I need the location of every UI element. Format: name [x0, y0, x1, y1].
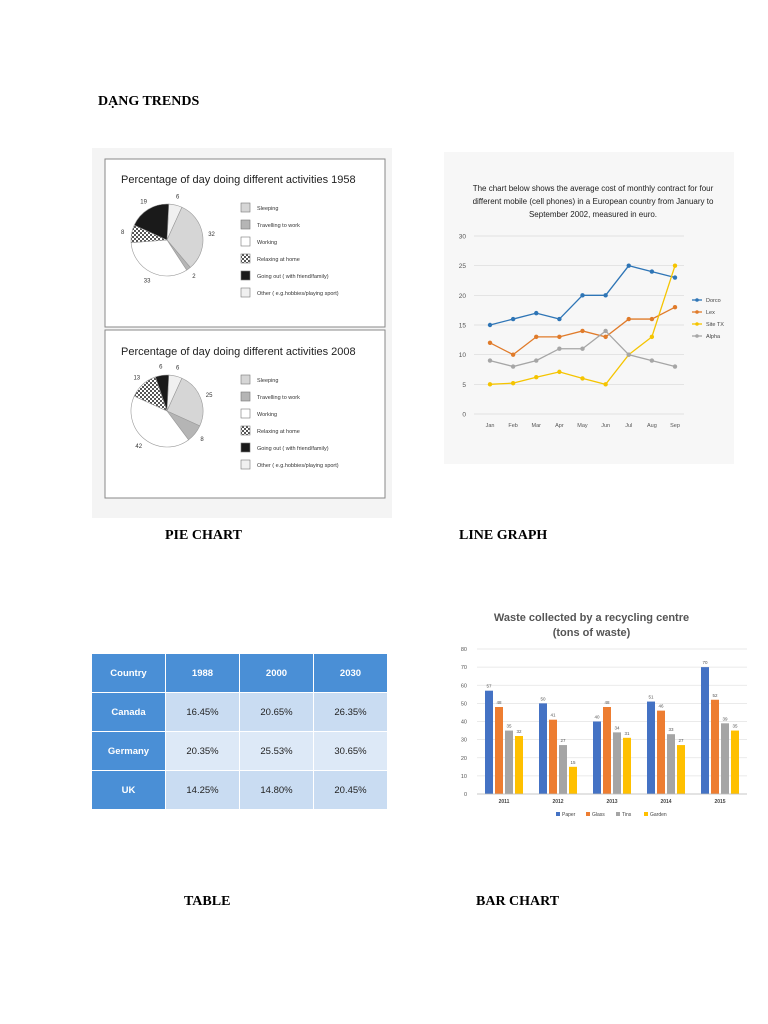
line-y-tick-label: 10 [458, 352, 466, 360]
line-point [488, 382, 492, 386]
bar [701, 667, 709, 794]
bar-chart-svg [450, 606, 755, 824]
bar [485, 691, 493, 794]
line-point [557, 370, 561, 374]
line-point [557, 347, 561, 351]
line-y-tick-label: 20 [458, 292, 466, 300]
bar-y-tick-label: 30 [460, 737, 467, 744]
pie-legend-swatch [241, 426, 250, 435]
pie-slice-label: 2 [192, 274, 196, 281]
bar [657, 711, 665, 794]
line-x-tick-label: Jun [601, 423, 611, 429]
line-point [557, 317, 561, 321]
bar-data-label: 35 [732, 723, 738, 729]
line-point [673, 263, 677, 267]
caption-line-graph: LINE GRAPH [459, 528, 548, 543]
line-point [580, 329, 584, 333]
bar-data-label: 57 [486, 683, 492, 689]
line-legend-marker [695, 310, 699, 314]
table-header-cell: 1988 [166, 654, 240, 693]
bar [549, 720, 557, 794]
bar-y-tick-label: 10 [460, 773, 467, 780]
table-row [92, 693, 388, 732]
pie-legend-swatch [241, 443, 250, 452]
pie-slice-label: 8 [121, 230, 125, 237]
bar-data-label: 46 [658, 703, 664, 709]
table-cell: 30.65% [314, 732, 388, 771]
bar-data-label: 33 [668, 727, 674, 733]
bar-legend-label: Garden [650, 812, 667, 818]
line-point [534, 375, 538, 379]
pie-legend-swatch [241, 392, 250, 401]
pie-figure [92, 148, 392, 518]
bar-y-tick-label: 70 [460, 665, 467, 672]
bar-y-tick-label: 50 [460, 701, 467, 708]
table-cell: 20.65% [240, 693, 314, 732]
pie-slice-label: 13 [133, 375, 141, 382]
line-point [488, 341, 492, 345]
pie-legend-swatch [241, 288, 250, 297]
table-cell: UK [92, 771, 166, 810]
line-legend-label: Dorco [706, 298, 721, 304]
line-point [650, 317, 654, 321]
pie-legend-label: Working [257, 412, 278, 418]
line-point [511, 352, 515, 356]
line-y-tick-label: 0 [462, 411, 466, 419]
line-point [673, 364, 677, 368]
bar-data-label: 51 [648, 694, 654, 700]
line-point [603, 293, 607, 297]
pie-slice-label: 8 [200, 437, 204, 444]
bar-y-tick-label: 60 [460, 683, 467, 690]
line-point [650, 269, 654, 273]
bar [593, 722, 601, 795]
bar-data-label: 70 [702, 660, 708, 666]
line-x-tick-label: Mar [531, 423, 541, 429]
pie-legend-label: Sleeping [257, 378, 279, 384]
bar [515, 736, 523, 794]
table-cell: 25.53% [240, 732, 314, 771]
line-point [603, 382, 607, 386]
line-chart-title: The chart below shows the average cost of monthly contract for four different mobile (cell phones) in a European country from January to September 2002, measured in euro. [472, 184, 714, 219]
bar-data-label: 27 [678, 738, 684, 744]
pie-legend-label: Going out ( with friend/family) [257, 446, 329, 452]
table-header-row [92, 654, 388, 693]
bar-data-label: 40 [594, 714, 600, 720]
table-cell: Germany [92, 732, 166, 771]
line-point [650, 358, 654, 362]
pie-legend-label: Going out ( with friend/family) [257, 274, 329, 280]
line-y-tick-label: 30 [458, 233, 466, 241]
line-chart-svg [444, 152, 734, 464]
bar-y-tick-label: 0 [463, 792, 467, 798]
pie-slice-label: 33 [143, 278, 151, 285]
bar-legend-swatch [644, 812, 648, 816]
table-row [92, 732, 388, 771]
pie-legend-swatch [241, 460, 250, 469]
line-point [580, 376, 584, 380]
pie-legend-label: Travelling to work [257, 395, 300, 401]
table-cell: 16.45% [166, 693, 240, 732]
pie-legend-swatch [241, 220, 250, 229]
line-point [488, 323, 492, 327]
table-cell: 26.35% [314, 693, 388, 732]
pie-charts-svg [92, 148, 392, 518]
table-cell: 20.45% [314, 771, 388, 810]
bar-x-tick-label: 2012 [552, 799, 564, 805]
bar-legend-label: Paper [562, 812, 576, 818]
line-point [673, 275, 677, 279]
bar [569, 767, 577, 794]
bar-data-label: 15 [570, 759, 576, 765]
bar-data-label: 41 [550, 712, 556, 718]
bar-data-label: 32 [516, 729, 522, 734]
pie-legend-label: Relaxing at home [257, 257, 300, 263]
pie-legend-swatch [241, 254, 250, 263]
line-legend-label: Site TX [706, 322, 724, 328]
bar [495, 707, 503, 794]
line-point [534, 311, 538, 315]
line-x-tick-label: May [577, 423, 588, 429]
table-cell: Canada [92, 693, 166, 732]
bar-y-tick-label: 20 [460, 755, 467, 762]
line-x-tick-label: Aug [646, 423, 657, 429]
bar-legend-label: Glass [592, 812, 605, 818]
bar-y-tick-label: 40 [460, 719, 467, 726]
bar-x-tick-label: 2014 [660, 799, 672, 805]
bar [613, 732, 621, 794]
bar [505, 731, 513, 794]
bar-data-label: 35 [506, 723, 512, 729]
line-point [534, 335, 538, 339]
bar [711, 700, 719, 794]
pie-legend-label: Relaxing at home [257, 429, 300, 435]
line-y-tick-label: 5 [462, 381, 466, 389]
line-point [603, 329, 607, 333]
line-point [627, 317, 631, 321]
bar [623, 738, 631, 794]
bar-legend-swatch [616, 812, 620, 816]
bar [647, 702, 655, 794]
pie-slice-label: 25 [205, 393, 213, 400]
line-y-tick-label: 15 [458, 322, 466, 330]
line-legend-label: Alpha [706, 334, 721, 340]
line-x-tick-label: Feb [508, 423, 518, 429]
bar-chart-subtitle: (tons of waste) [552, 627, 631, 639]
table-cell: 20.35% [166, 732, 240, 771]
bar-x-tick-label: 2011 [498, 799, 510, 805]
bar-data-label: 39 [722, 716, 728, 722]
line-point [673, 305, 677, 309]
table-header-cell: Country [92, 654, 166, 693]
bar-legend-label: Tins [622, 812, 632, 818]
line-point [557, 335, 561, 339]
bar-x-tick-label: 2015 [714, 799, 726, 805]
bar [539, 703, 547, 794]
line-x-tick-label: Jul [625, 423, 633, 429]
pie-legend-label: Travelling to work [257, 223, 300, 229]
bar [731, 731, 739, 794]
page-title: DẠNG TRENDS [98, 94, 200, 109]
bar-data-label: 52 [712, 692, 718, 698]
bar-x-tick-label: 2013 [606, 799, 618, 805]
bar-chart-title: Waste collected by a recycling centre [493, 612, 690, 624]
caption-table: TABLE [184, 894, 231, 909]
pie-slice-label: 32 [208, 231, 215, 238]
line-x-tick-label: Sep [670, 423, 680, 429]
line-point [580, 347, 584, 351]
bar-data-label: 31 [624, 730, 630, 736]
bar [667, 734, 675, 794]
pie-panel-1958 [105, 159, 385, 327]
pie-legend-label: Sleeping [257, 206, 279, 212]
table-row [92, 771, 388, 810]
line-point [511, 381, 515, 385]
pie-legend-swatch [241, 271, 250, 280]
pie-slice-label: 6 [175, 365, 180, 372]
table-cell: 14.25% [166, 771, 240, 810]
bar-data-label: 27 [560, 738, 566, 744]
pie-legend-swatch [241, 375, 250, 384]
caption-pie-chart: PIE CHART [165, 528, 242, 543]
line-point [511, 317, 515, 321]
line-point [603, 335, 607, 339]
table-cell: 14.80% [240, 771, 314, 810]
pie-legend-label: Other ( e.g.hobbies/playing sport) [257, 291, 339, 297]
line-x-tick-label: Jan [485, 423, 495, 429]
bar [603, 707, 611, 794]
bar [559, 745, 567, 794]
bar [721, 723, 729, 794]
bar-data-label: 48 [604, 700, 610, 705]
table-header-cell: 2030 [314, 654, 388, 693]
country-table [91, 653, 388, 810]
pie-title-2008: Percentage of day doing different activities 2008 [121, 346, 356, 358]
line-legend-marker [695, 322, 699, 326]
bar-y-tick-label: 80 [460, 647, 467, 653]
pie-legend-swatch [241, 237, 250, 246]
line-point [580, 293, 584, 297]
pie-slice-label: 6 [159, 364, 163, 371]
bar-legend-swatch [586, 812, 590, 816]
bar-legend-swatch [556, 812, 560, 816]
pie-panel-2008 [105, 330, 385, 498]
bar [677, 745, 685, 794]
pie-legend-swatch [241, 203, 250, 212]
table-header-cell: 2000 [240, 654, 314, 693]
line-point [488, 358, 492, 362]
bar-data-label: 48 [496, 700, 502, 705]
line-legend-marker [695, 334, 699, 338]
bar-data-label: 50 [540, 696, 546, 702]
line-point [650, 335, 654, 339]
line-point [534, 358, 538, 362]
line-point [627, 352, 631, 356]
pie-legend-label: Working [257, 240, 278, 246]
line-point [627, 263, 631, 267]
bar-figure [450, 606, 755, 824]
line-legend-label: Lex [706, 310, 715, 316]
caption-bar-chart: BAR CHART [476, 894, 560, 909]
pie-legend-swatch [241, 409, 250, 418]
pie-slice-label: 42 [135, 444, 143, 451]
pie-legend-label: Other ( e.g.hobbies/playing sport) [257, 463, 339, 469]
bar-data-label: 34 [614, 725, 620, 731]
line-legend-marker [695, 298, 699, 302]
line-y-tick-label: 25 [458, 263, 466, 271]
pie-slice-label: 6 [175, 194, 180, 201]
pie-title-1958: Percentage of day doing different activities 1958 [121, 174, 356, 186]
line-point [511, 364, 515, 368]
pie-slice-label: 19 [140, 199, 147, 206]
line-figure [444, 152, 734, 464]
line-x-tick-label: Apr [555, 423, 564, 429]
